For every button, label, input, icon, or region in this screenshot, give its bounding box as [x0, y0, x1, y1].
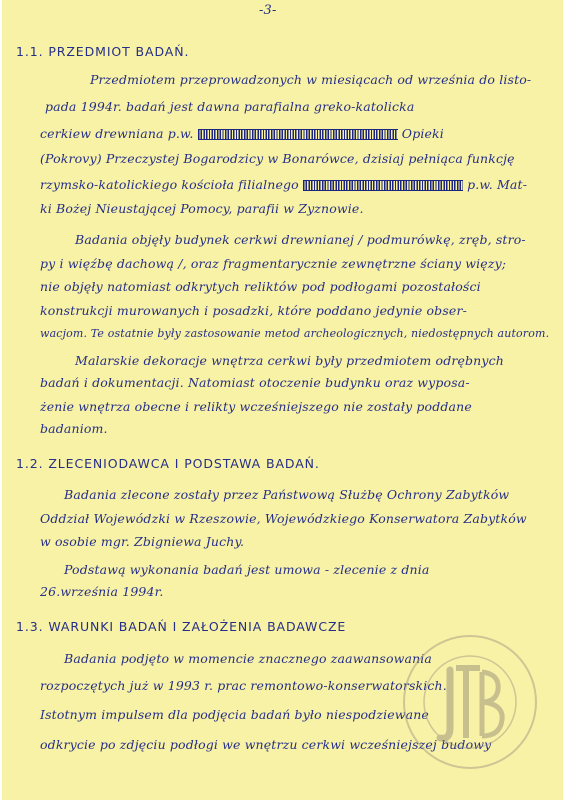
text-line [40, 126, 444, 141]
text-line: nie objęły natomiast odkrytych reliktów pod podłogami pozostałości [40, 279, 481, 294]
text-line: Przedmiotem przeprowadzonych w miesiącach od września do listo- [90, 72, 532, 87]
text-line: 26.września 1994r. [40, 584, 164, 599]
text-line: rozpoczętych już w 1993 r. prac remontowo-konserwatorskich. [40, 678, 447, 693]
text-line: Badania objęły budynek cerkwi drewnianej / podmurówkę, zręb, stro- [75, 232, 526, 247]
text-line: Badania podjęto w momencie znacznego zaawansowania [64, 651, 433, 666]
text-fragment: p.w. Mat- [467, 177, 528, 192]
text-line: ki Bożej Nieustającej Pomocy, parafii w Zyznowie. [40, 201, 364, 216]
text-line: (Pokrovy) Przeczystej Bogarodzicy w Bonarówce, dzisiaj pełniąca funkcję [40, 151, 515, 166]
text-fragment: rzymsko-katolickiego kościoła filialnego [40, 177, 299, 192]
section-heading-1-2: 1.2. ZLECENIODAWCA I PODSTAWA BADAŃ. [16, 456, 320, 471]
page-number: -3- [259, 3, 277, 18]
text-line: Malarskie dekoracje wnętrza cerkwi były przedmiotem odrębnych [75, 353, 504, 368]
text-line: konstrukcji murowanych i posadzki, które poddano jedynie obser- [40, 303, 467, 318]
struck-out-text [303, 180, 463, 191]
text-line: żenie wnętrza obecne i relikty wcześniejszego nie zostały poddane [40, 399, 472, 414]
text-line: odkrycie po zdjęciu podłogi we wnętrzu cerkwi wcześniejszej budowy [40, 737, 492, 752]
section-heading-1-1: 1.1. PRZEDMIOT BADAŃ. [16, 44, 190, 59]
text-line: wacjom. Te ostatnie były zastosowanie metod archeologicznych, niedostępnych autorom. [40, 327, 550, 340]
text-line: Oddział Wojewódzki w Rzeszowie, Wojewódzkiego Konserwatora Zabytków [40, 511, 527, 526]
text-line [40, 177, 527, 192]
text-line: py i więźbę dachową /, oraz fragmentarycznie zewnętrzne ściany więzy; [40, 256, 507, 271]
text-line: Badania zlecone zostały przez Państwową Służbę Ochrony Zabytków [64, 487, 510, 502]
section-heading-1-3: 1.3. WARUNKI BADAŃ I ZAŁOŻENIA BADAWCZE [16, 619, 347, 634]
text-line: badań i dokumentacji. Natomiast otoczenie budynku oraz wyposa- [40, 375, 470, 390]
text-fragment: Opieki [401, 126, 444, 141]
text-line: pada 1994r. badań jest dawna parafialna greko-katolicka [45, 99, 415, 114]
text-line: Istotnym impulsem dla podjęcia badań było niespodziewane [40, 707, 429, 722]
struck-out-text [198, 129, 398, 140]
text-line: w osobie mgr. Zbigniewa Juchy. [40, 534, 245, 549]
document-page [2, 0, 563, 800]
text-line: Podstawą wykonania badań jest umowa - zlecenie z dnia [64, 562, 430, 577]
text-fragment: cerkiew drewniana p.w. [40, 126, 194, 141]
archive-stamp [400, 632, 540, 772]
text-line: badaniom. [40, 421, 108, 436]
